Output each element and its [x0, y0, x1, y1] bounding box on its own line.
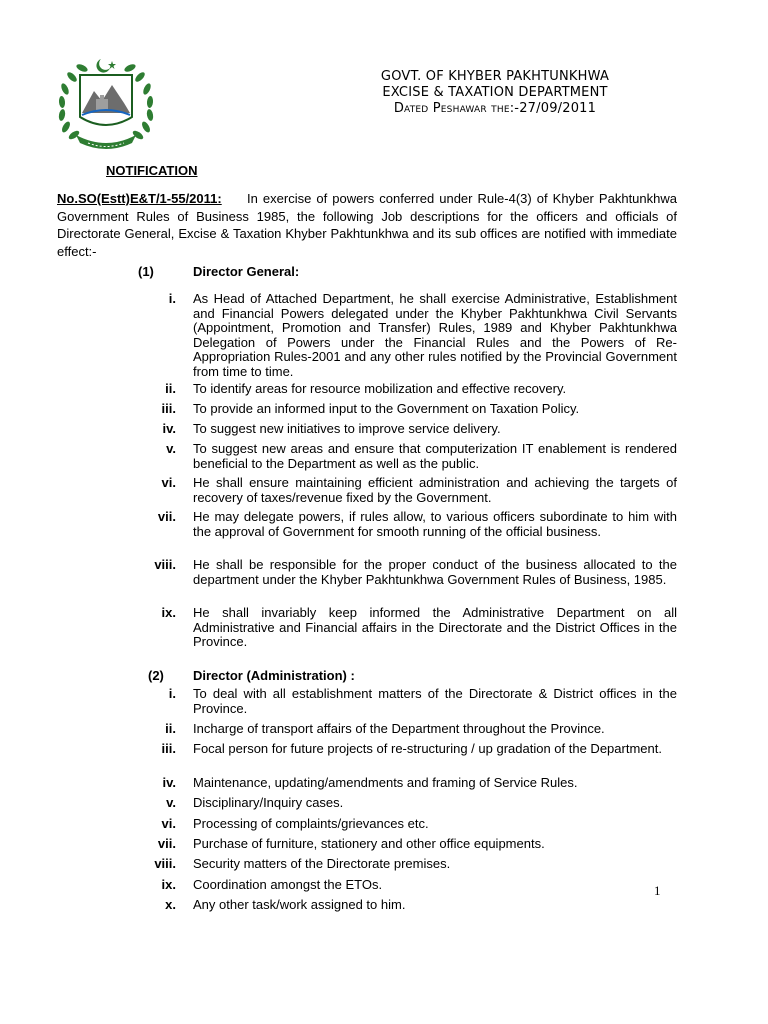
list-item-text: Processing of complaints/grievances etc.	[193, 816, 429, 831]
header-department: EXCISE & TAXATION DEPARTMENT	[382, 85, 608, 100]
list-item	[150, 722, 677, 737]
section-number: (1)	[138, 264, 154, 279]
list-item	[150, 422, 677, 437]
list-item-number: viii.	[154, 557, 176, 572]
list-item	[150, 898, 677, 913]
notification-intro-text: In exercise of powers conferred under Rule-4(3) of Khyber Pakhtunkhwa Government Rules of Business 1985, the following Job descriptions for the officers and officials of Directorate General, Excise & Taxation Khyber Pakhtunkhwa and its sub offices are notified with immediate effect:-	[57, 191, 677, 259]
section-number: (2)	[148, 668, 164, 683]
list-item-number: viii.	[154, 856, 176, 871]
list-item-text: To suggest new areas and ensure that computerization IT enablement is rendered beneficial to the Department as well as the public.	[193, 441, 677, 471]
list-item	[150, 510, 677, 539]
list-item	[150, 476, 677, 505]
list-item-text: Coordination amongst the ETOs.	[193, 877, 383, 892]
department-header	[330, 69, 660, 117]
list-item	[150, 382, 677, 397]
list-item	[150, 292, 677, 379]
list-item-text: He shall invariably keep informed the Administrative Department on all Administrative and Financial affairs in the Directorate and the District Offices in the Province.	[193, 605, 677, 649]
list-item-number: vi.	[161, 475, 176, 490]
list-item-number: x.	[165, 897, 176, 912]
list-item	[150, 776, 677, 791]
list-item	[150, 442, 677, 471]
government-emblem-logo	[54, 55, 158, 155]
list-item	[150, 687, 677, 716]
list-item-text: To provide an informed input to the Government on Taxation Policy.	[193, 401, 580, 416]
list-item-number: ii.	[165, 381, 176, 396]
list-item-text: Maintenance, updating/amendments and framing of Service Rules.	[193, 775, 578, 790]
list-item	[150, 817, 677, 832]
list-item	[150, 878, 677, 893]
list-item-text: To deal with all establishment matters of the Directorate & District offices in the Province.	[193, 686, 677, 716]
list-item-text: To suggest new initiatives to improve service delivery.	[193, 421, 501, 436]
page-number: 1	[654, 883, 661, 898]
list-item-number: vii.	[157, 509, 176, 524]
notification-reference: No.SO(Estt)E&T/1-55/2011:	[57, 191, 222, 206]
list-item-text: Purchase of furniture, stationery and other office equipments.	[193, 836, 545, 851]
list-item-text: He shall be responsible for the proper conduct of the business allocated to the department under the Khyber Pakhtunkhwa Government Rules of Business, 1985.	[193, 557, 677, 587]
list-item-number: vi.	[161, 816, 176, 831]
list-item-text: Security matters of the Directorate premises.	[193, 856, 451, 871]
list-item-text: To identify areas for resource mobilization and effective recovery.	[193, 381, 567, 396]
list-item-number: ix.	[161, 877, 176, 892]
section-heading	[138, 264, 299, 279]
list-item-text: Incharge of transport affairs of the Department throughout the Province.	[193, 721, 605, 736]
list-item-number: v.	[166, 441, 176, 456]
list-item	[150, 837, 677, 852]
list-item	[150, 857, 677, 872]
list-item-text: He shall ensure maintaining efficient administration and achieving the targets of recovery of taxes/revenue fixed by the Government.	[193, 475, 677, 505]
list-item-number: iii.	[161, 401, 176, 416]
header-date: Dated Peshawar the:-27/09/2011	[393, 101, 597, 116]
list-item-text: He may delegate powers, if rules allow, to various officers subordinate to him with the approval of Government for smooth running of the official business.	[193, 509, 677, 539]
list-item-number: iv.	[162, 775, 176, 790]
list-item-number: v.	[166, 795, 176, 810]
list-item	[150, 742, 677, 757]
list-item	[150, 606, 677, 650]
list-item-text: Any other task/work assigned to him.	[193, 897, 406, 912]
notification-intro	[57, 190, 677, 260]
list-item-text: Disciplinary/Inquiry cases.	[193, 795, 344, 810]
list-item-number: i.	[168, 686, 176, 701]
list-item-number: iv.	[162, 421, 176, 436]
header-government: GOVT. OF KHYBER PAKHTUNKHWA	[380, 69, 610, 84]
section-title: Director General:	[193, 264, 300, 279]
list-item	[150, 402, 677, 417]
list-item-number: vii.	[157, 836, 176, 851]
section-title: Director (Administration) :	[193, 668, 355, 683]
list-item	[150, 558, 677, 587]
list-item-text: Focal person for future projects of re-structuring / up gradation of the Department.	[193, 741, 662, 756]
section-heading	[148, 668, 355, 683]
list-item-number: ix.	[161, 605, 176, 620]
list-item-number: ii.	[165, 721, 176, 736]
list-item	[150, 796, 677, 811]
list-item-number: iii.	[161, 741, 176, 756]
list-item-number: i.	[168, 291, 176, 306]
notification-title: NOTIFICATION	[106, 163, 198, 178]
list-item-text: As Head of Attached Department, he shall exercise Administrative, Establishment and Financial Powers delegated under the Khyber Pakhtunkhwa Civil Servants (Appointment, Promotion and Transfer) Rules, 1989 and Khyber Pakhtunkhwa Delegation of Powers under the Financial Rules and the Powers of Re-Appropriation Rules-2001 and any other rules notified by the Provincial Government from time to time.	[193, 291, 677, 379]
